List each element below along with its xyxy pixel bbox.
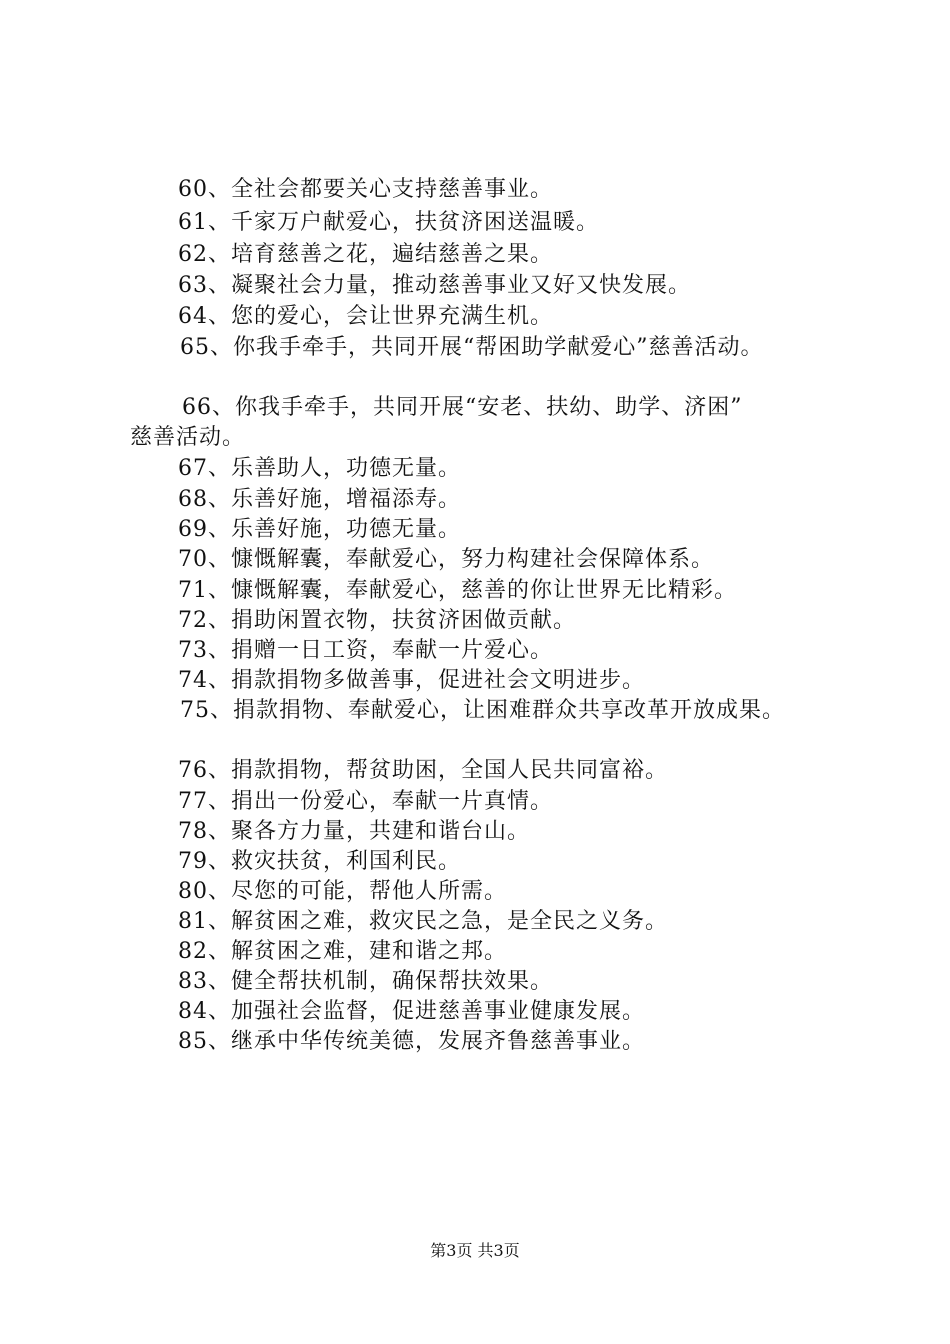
slogan-line-79: 79、救灾扶贫，利国利民。	[178, 849, 461, 874]
slogan-line-76: 76、捐款捐物，帮贫助困，全国人民共同富裕。	[178, 758, 668, 783]
slogan-line-70: 70、慷慨解囊，奉献爱心，努力构建社会保障体系。	[178, 547, 714, 572]
slogan-line-66-continued: 慈善活动。	[130, 425, 246, 450]
slogan-line-77: 77、捐出一份爱心，奉献一片真情。	[178, 789, 553, 814]
slogan-line-84: 84、加强社会监督，促进慈善事业健康发展。	[178, 999, 645, 1024]
slogan-line-69: 69、乐善好施，功德无量。	[178, 517, 461, 542]
slogan-line-71: 71、慷慨解囊，奉献爱心，慈善的你让世界无比精彩。	[178, 578, 737, 603]
page-footer: 第3页 共3页	[430, 1241, 520, 1260]
slogan-line-64: 64、您的爱心，会让世界充满生机。	[178, 304, 553, 329]
slogan-line-75: 75、捐款捐物、奉献爱心，让困难群众共享改革开放成果。	[180, 698, 785, 723]
slogan-line-63: 63、凝聚社会力量，推动慈善事业又好又快发展。	[178, 273, 691, 298]
slogan-line-85: 85、继承中华传统美德，发展齐鲁慈善事业。	[178, 1029, 645, 1054]
slogan-line-80: 80、尽您的可能，帮他人所需。	[178, 879, 507, 904]
slogan-line-66: 66、你我手牵手，共同开展“安老、扶幼、助学、济困”	[182, 395, 743, 420]
slogan-line-83: 83、健全帮扶机制，确保帮扶效果。	[178, 969, 553, 994]
slogan-line-82: 82、解贫困之难，建和谐之邦。	[178, 939, 507, 964]
slogan-line-68: 68、乐善好施，增福添寿。	[178, 487, 461, 512]
slogan-line-74: 74、捐款捐物多做善事，促进社会文明进步。	[178, 668, 645, 693]
slogan-line-72: 72、捐助闲置衣物，扶贫济困做贡献。	[178, 608, 576, 633]
slogan-line-61: 61、千家万户献爱心，扶贫济困送温暖。	[178, 210, 599, 235]
slogan-line-65: 65、你我手牵手，共同开展“帮困助学献爱心”慈善活动。	[180, 335, 764, 360]
slogan-line-78: 78、聚各方力量，共建和谐台山。	[178, 819, 530, 844]
slogan-line-73: 73、捐赠一日工资，奉献一片爱心。	[178, 638, 553, 663]
slogan-line-81: 81、解贫困之难，救灾民之急，是全民之义务。	[178, 909, 668, 934]
slogan-line-67: 67、乐善助人，功德无量。	[178, 456, 461, 481]
slogan-line-60: 60、全社会都要关心支持慈善事业。	[178, 177, 553, 202]
slogan-line-62: 62、培育慈善之花，遍结慈善之果。	[178, 242, 553, 267]
